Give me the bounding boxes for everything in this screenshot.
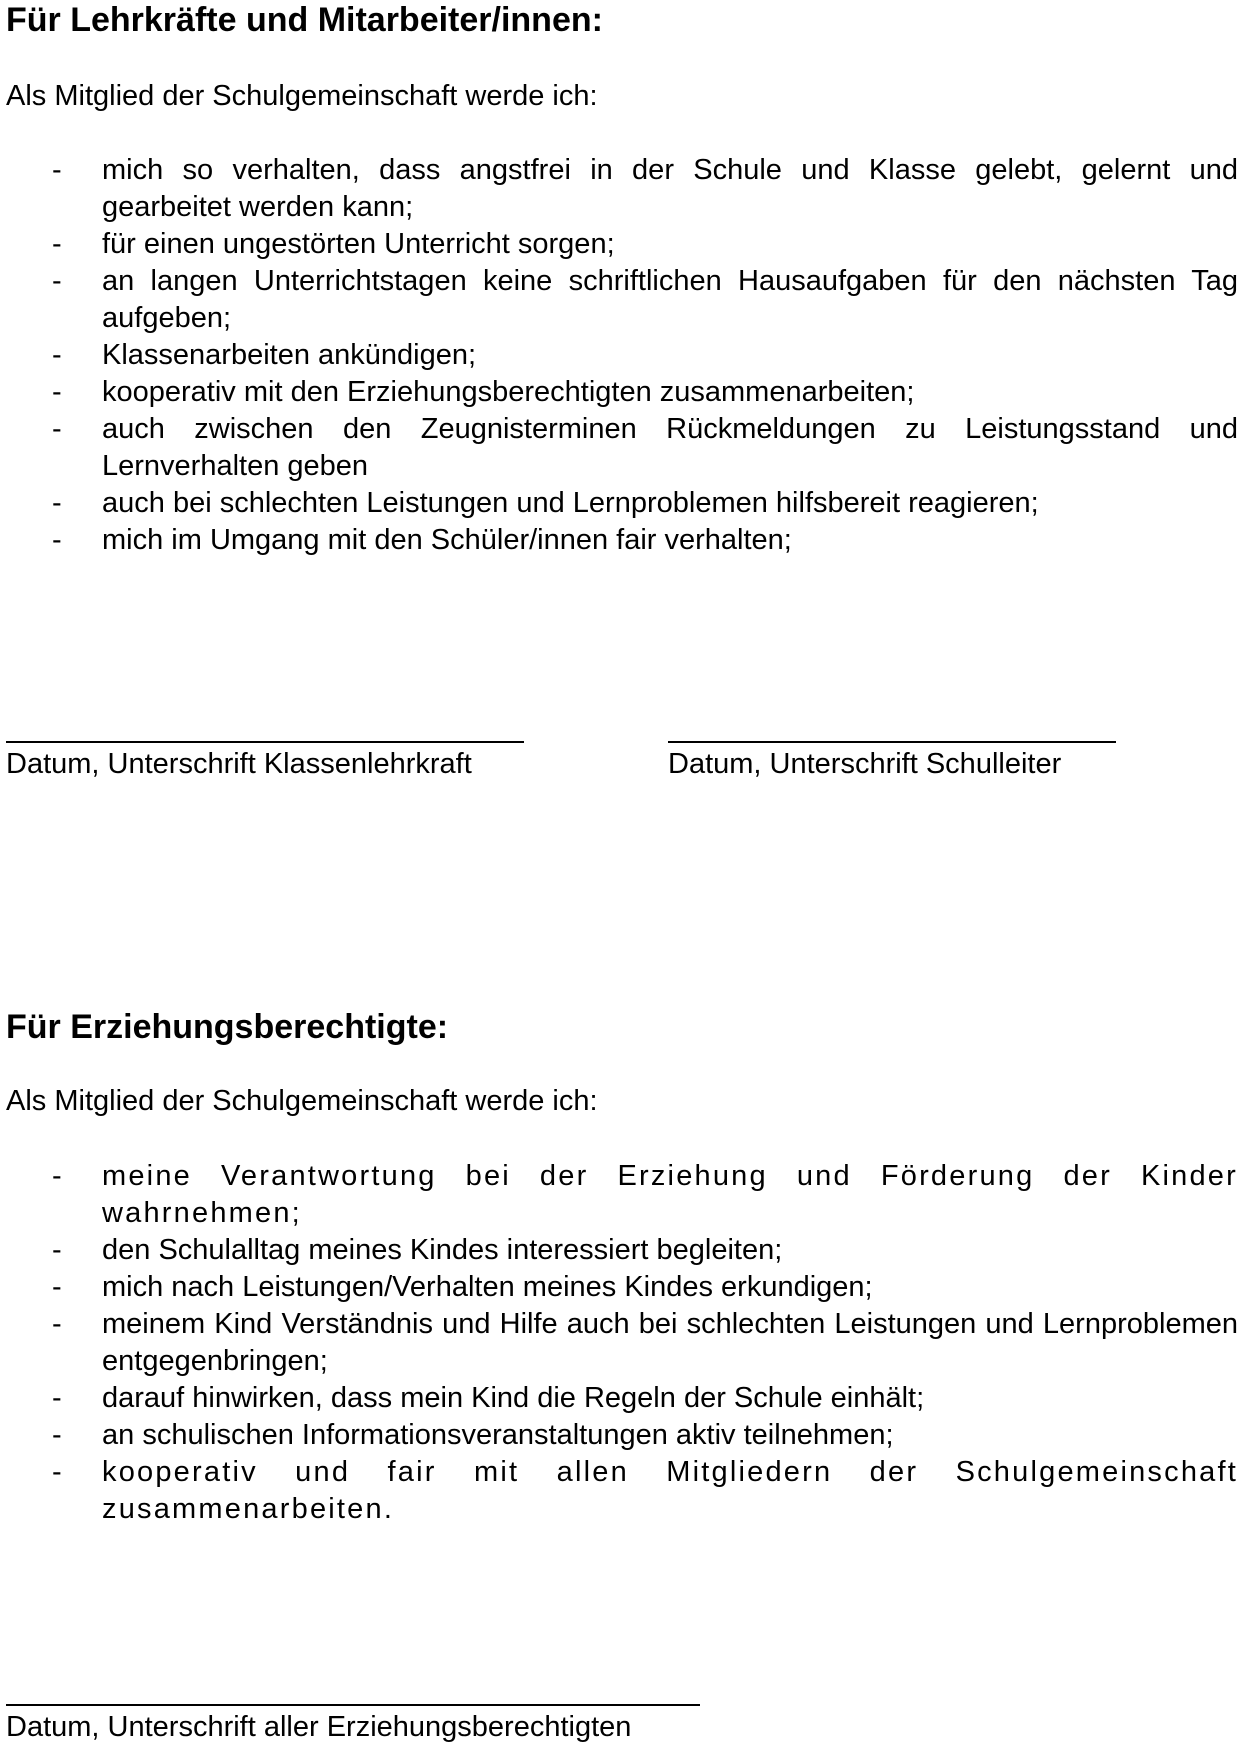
bullet-dash: - (52, 1308, 62, 1340)
list-item (52, 1232, 1238, 1269)
signature-line-principal (668, 741, 1116, 743)
list-item-text: den Schulalltag meines Kindes interessiert begleiten; (102, 1234, 783, 1266)
list-item (52, 374, 1238, 411)
list-item-text: darauf hinwirken, dass mein Kind die Regeln der Schule einhält; (102, 1382, 925, 1414)
parents-commitment-list (52, 1158, 1238, 1528)
list-item-text: auch zwischen den Zeugnisterminen Rückmeldungen zu Leistungsstand und Lernverhalten geben (102, 413, 1238, 482)
list-item (52, 1380, 1238, 1417)
list-item (52, 1454, 1238, 1528)
list-item-text: Klassenarbeiten ankündigen; (102, 339, 477, 371)
list-item (52, 337, 1238, 374)
parents-heading: Für Erziehungsberechtigte: (6, 1008, 449, 1046)
list-item-text: auch bei schlechten Leistungen und Lernproblemen hilfsbereit reagieren; (102, 487, 1039, 519)
list-item-text: an langen Unterrichtstagen keine schriftlichen Hausaufgaben für den nächsten Tag aufgeben; (102, 265, 1238, 334)
list-item (52, 1417, 1238, 1454)
list-item-text: meinem Kind Verständnis und Hilfe auch bei schlechten Leistungen und Lernproblemen entgegenbringen; (102, 1308, 1238, 1377)
bullet-dash: - (52, 228, 62, 260)
bullet-dash: - (52, 376, 62, 408)
list-item (52, 1269, 1238, 1306)
signature-line-class-teacher (6, 741, 524, 743)
list-item (52, 411, 1238, 485)
bullet-dash: - (52, 1160, 64, 1192)
signature-line-guardians (6, 1704, 700, 1706)
list-item (52, 522, 1238, 559)
list-item (52, 152, 1238, 226)
bullet-dash: - (52, 1271, 62, 1303)
list-item-text: kooperativ mit den Erziehungsberechtigten zusammenarbeiten; (102, 376, 915, 408)
list-item (52, 485, 1238, 522)
list-item-text: kooperativ und fair mit allen Mitgliedern der Schulgemeinschaft zusammenarbeiten. (102, 1456, 1238, 1525)
bullet-dash: - (52, 524, 62, 556)
bullet-dash: - (52, 413, 62, 445)
list-item (52, 1158, 1238, 1232)
signature-label-class-teacher: Datum, Unterschrift Klassenlehrkraft (6, 748, 472, 780)
list-item-text: mich nach Leistungen/Verhalten meines Kindes erkundigen; (102, 1271, 873, 1303)
bullet-dash: - (52, 154, 62, 186)
teachers-intro: Als Mitglied der Schulgemeinschaft werde ich: (6, 80, 598, 112)
bullet-dash: - (52, 1382, 62, 1414)
teachers-commitment-list (52, 152, 1238, 559)
signature-label-principal: Datum, Unterschrift Schulleiter (668, 748, 1062, 780)
teachers-heading: Für Lehrkräfte und Mitarbeiter/innen: (6, 1, 603, 39)
list-item-text: meine Verantwortung bei der Erziehung und Förderung der Kinder wahrnehmen; (102, 1160, 1238, 1229)
bullet-dash: - (52, 1456, 64, 1488)
list-item-text: an schulischen Informationsveranstaltungen aktiv teilnehmen; (102, 1419, 894, 1451)
list-item-text: mich im Umgang mit den Schüler/innen fair verhalten; (102, 524, 792, 556)
list-item (52, 263, 1238, 337)
list-item-text: für einen ungestörten Unterricht sorgen; (102, 228, 615, 260)
list-item (52, 1306, 1238, 1380)
bullet-dash: - (52, 1419, 62, 1451)
bullet-dash: - (52, 339, 62, 371)
bullet-dash: - (52, 265, 62, 297)
list-item (52, 226, 1238, 263)
bullet-dash: - (52, 1234, 62, 1266)
signature-label-guardians: Datum, Unterschrift aller Erziehungsberechtigten (6, 1711, 632, 1743)
parents-intro: Als Mitglied der Schulgemeinschaft werde ich: (6, 1085, 598, 1117)
list-item-text: mich so verhalten, dass angstfrei in der Schule und Klasse gelebt, gelernt und gearbeitet werden kann; (102, 154, 1238, 223)
bullet-dash: - (52, 487, 62, 519)
